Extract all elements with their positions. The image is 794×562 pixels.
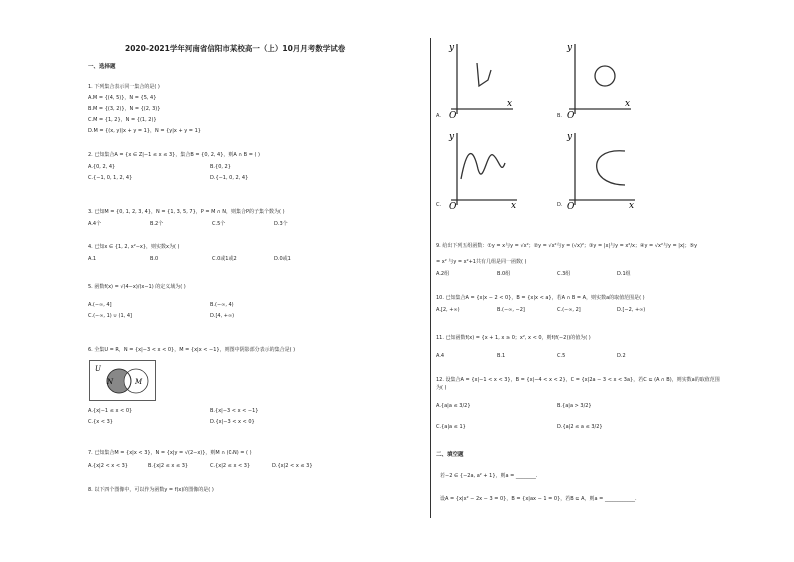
q11-option-a: A.4 xyxy=(436,353,445,359)
q9-line1: 9. 给出下列五组函数：①y = x与y = √x²；②y = √x²与y = (√x)²；③y = |x|与y = x²/x；④y = √x²与y = |x|；⑤y xyxy=(436,243,698,249)
q12-option-b: B.{a|a > 3/2} xyxy=(557,403,592,409)
q7-option-b: B.{x|2 ≤ x ≤ 3} xyxy=(148,463,189,469)
q2-option-d: D.{−1, 0, 2, 4} xyxy=(210,175,249,181)
q8-graph-label-c: C. xyxy=(436,202,442,208)
q9-line2: = x² 与y = x²+1共有几组是同一函数( ) xyxy=(436,259,527,265)
axis-y-label: y xyxy=(449,43,455,53)
section-choice: 一、选择题 xyxy=(88,64,116,70)
axis-x-label: x xyxy=(629,201,635,211)
q8-graph-c xyxy=(445,127,525,211)
q10-option-d: D.[−2, +∞) xyxy=(617,307,646,313)
axis-x-label: x xyxy=(625,99,631,109)
q11-option-b: B.1 xyxy=(497,353,506,359)
q8-graph-label-d: D. xyxy=(557,202,563,208)
q3-option-a: A.4个 xyxy=(88,221,102,227)
venn-label-n: N xyxy=(107,378,114,386)
q10-option-c: C.(−∞, 2] xyxy=(557,307,581,313)
q6-option-d: D.{x|−3 < x < 0} xyxy=(210,419,255,425)
q2-stem: 2. 已知集合A = {x ∈ Z|−1 ≤ x ≤ 3}，集合B = {0, 2, 4}，则A ∩ B = ( ) xyxy=(88,152,260,158)
q1-option-b: B.M = {(3, 2)}，N = {(2, 3)} xyxy=(88,106,161,112)
q11-option-c: C.5 xyxy=(557,353,566,359)
q5-option-a: A.(−∞, 4] xyxy=(88,302,112,308)
q7-option-d: D.{x|2 < x ≤ 3} xyxy=(272,463,313,469)
q1-option-d: D.M = {(x, y)|x + y = 1}，N = {y|x + y = 1} xyxy=(88,128,201,134)
q3-option-c: C.5个 xyxy=(212,221,226,227)
section-fill: 二、填空题 xyxy=(436,452,464,458)
q4-option-c: C.0或1或2 xyxy=(212,256,237,262)
q6-option-c: C.{x < 3} xyxy=(88,419,113,425)
q12-option-c: C.{a|a ≤ 1} xyxy=(436,424,466,430)
curve-c xyxy=(461,154,505,179)
curve-d xyxy=(597,151,625,185)
q11-stem: 11. 已知函数f(x) = {x + 1, x ≥ 0；x², x < 0，则f(f(−2))的值为( ) xyxy=(436,335,591,341)
axis-y-label: y xyxy=(449,132,455,142)
q4-option-a: A.1 xyxy=(88,256,97,262)
q1-stem: 1. 下列集合表示同一集合的是( ) xyxy=(88,84,160,90)
q6-option-a: A.{x|−1 ≤ x < 0} xyxy=(88,408,133,414)
q9-option-a: A.2组 xyxy=(436,271,450,277)
q8-stem: 8. 以下四个图像中，可以作为函数y = f(x)的图像的是( ) xyxy=(88,487,214,493)
fill-q1: 若−2 ∈ {−2a, a² + 1}，则a = ________. xyxy=(440,473,538,479)
q3-option-b: B.2个 xyxy=(150,221,164,227)
q12-option-a: A.{a|a ≤ 3/2} xyxy=(436,403,471,409)
origin-label: O xyxy=(449,111,457,120)
curve-a xyxy=(477,63,491,86)
q2-option-a: A.{0, 2, 4} xyxy=(88,164,116,170)
venn-label-u: U xyxy=(95,365,101,373)
q2-option-b: B.{0, 2} xyxy=(210,164,231,170)
axis-y-label: y xyxy=(567,132,573,142)
q5-option-c: C.(−∞, 1) ∪ (1, 4] xyxy=(88,313,132,319)
q9-option-c: C.3组 xyxy=(557,271,571,277)
q9-option-b: B.0组 xyxy=(497,271,511,277)
page-title: 2020-2021学年河南省信阳市某校高一（上）10月月考数学试卷 xyxy=(125,44,346,53)
q3-option-d: D.3个 xyxy=(274,221,288,227)
q8-graph-label-a: A. xyxy=(436,113,441,119)
curve-b xyxy=(595,66,615,86)
q3-stem: 3. 已知M = {0, 1, 2, 3, 4}，N = {1, 3, 5, 7}，P = M ∩ N，则集合P的子集个数为( ) xyxy=(88,209,285,215)
q8-graph-a xyxy=(445,38,520,120)
q8-graph-label-b: B. xyxy=(557,113,563,119)
q1-option-c: C.M = {1, 2}，N = {(1, 2)} xyxy=(88,117,157,123)
q9-option-d: D.1组 xyxy=(617,271,631,277)
q12-line1: 12. 设集合A = {x|−1 < x < 3}，B = {x|−4 < x < 2}，C = {x|2a − 3 < x < 3a}，若C ⊆ (A ∩ B)，则实数a的取值范围 xyxy=(436,377,720,383)
q7-option-c: C.{x|2 ≤ x < 3} xyxy=(210,463,251,469)
q4-stem: 4. 已知x ∈ {1, 2, x²−x}，则实数x为( ) xyxy=(88,244,180,250)
q10-stem: 10. 已知集合A = {x|x − 2 < 0}，B = {x|x < a}，若A ∩ B = A，则实数a的取值范围是( ) xyxy=(436,295,645,301)
venn-diagram xyxy=(89,360,157,402)
axis-x-label: x xyxy=(511,201,517,211)
q5-stem: 5. 函数f(x) = √(4−x)/(x−1) 的定义域为( ) xyxy=(88,284,186,290)
q6-option-b: B.{x|−3 < x < −1} xyxy=(210,408,259,414)
venn-label-m: M xyxy=(135,378,143,386)
q10-option-a: A.[2, +∞) xyxy=(436,307,460,313)
q11-option-d: D.2 xyxy=(617,353,626,359)
q4-option-b: B.0 xyxy=(150,256,159,262)
q4-option-d: D.0或1 xyxy=(274,256,291,262)
origin-label: O xyxy=(567,202,575,211)
fill-q2: 设A = {x|x² − 2x − 3 = 0}，B = {x|ax − 1 = 0}，若B ⊆ A，则a = ____________. xyxy=(440,496,637,502)
q12-line2: 为( ) xyxy=(436,385,447,391)
q7-option-a: A.{x|2 < x < 3} xyxy=(88,463,128,469)
q1-option-a: A.M = {(4, 5)}，N = {5, 4} xyxy=(88,95,157,101)
origin-label: O xyxy=(449,202,457,211)
q8-graph-d xyxy=(563,127,643,211)
q5-option-b: B.(−∞, 4) xyxy=(210,302,234,308)
axis-x-label: x xyxy=(507,99,513,109)
q5-option-d: D.[4, +∞) xyxy=(210,313,235,319)
q6-stem: 6. 全集U = R，N = {x|−3 < x < 0}，M = {x|x < −1}，则图中阴影部分表示的集合是( ) xyxy=(88,347,296,353)
q7-stem: 7. 已知集合M = {x|x < 3}，N = {x|y = √(2−x)}，则M ∩ (∁ᵣN) = ( ) xyxy=(88,450,252,456)
q10-option-b: B.(−∞, −2] xyxy=(497,307,525,313)
q12-option-d: D.{a|2 ≤ a ≤ 3/2} xyxy=(557,424,603,430)
q8-graph-b xyxy=(563,38,638,120)
origin-label: O xyxy=(567,111,575,120)
axis-y-label: y xyxy=(567,43,573,53)
q2-option-c: C.{−1, 0, 1, 2, 4} xyxy=(88,175,133,181)
column-divider xyxy=(430,38,431,518)
